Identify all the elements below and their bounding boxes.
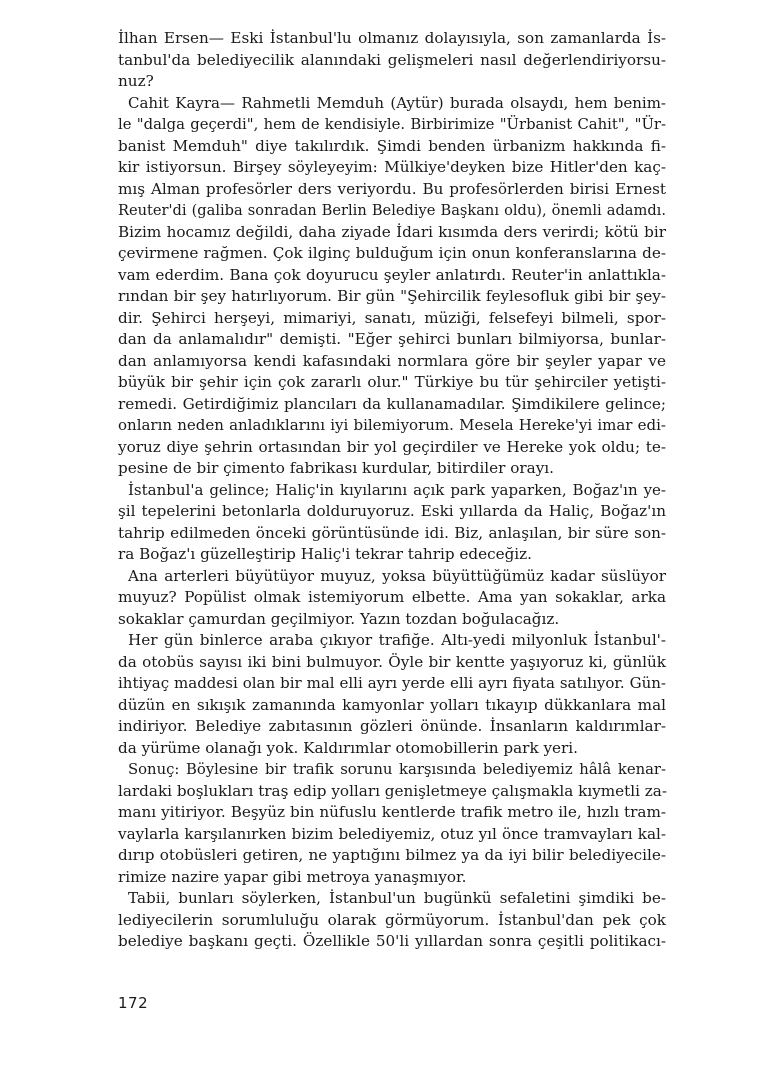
text-line: manı yitiriyor. Beşyüz bin nüfuslu kentlerde trafik metro ile, hızlı tram- <box>118 803 666 821</box>
text-line: onların neden anladıklarını iyi bilemiyorum. Mesela Hereke'yi imar edi- <box>118 416 666 434</box>
text-line: lediyecilerin sorumluluğu olarak görmüyorum. İstanbul'dan pek çok <box>118 910 666 929</box>
text-line: şil tepelerini betonlarla dolduruyoruz. Eski yıllarda da Haliç, Boğaz'ın <box>118 502 666 520</box>
page-number: 172 <box>118 994 149 1012</box>
paragraph <box>118 566 666 631</box>
text-line: rından bir şey hatırlıyorum. Bir gün "Şehircilik feylesofluk gibi bir şey- <box>118 287 666 305</box>
text-line: Sonuç: Böylesine bir trafik sorunu karşısında belediyemiz hâlâ kenar- <box>128 761 666 778</box>
paragraph <box>118 93 666 480</box>
text-line: Ana arterleri büyütüyor muyuz, yoksa büyüttüğümüz kadar süslüyor <box>128 566 666 585</box>
text-line: Her gün binlerce araba çıkıyor trafiğe. Altı-yedi milyonluk İstanbul'- <box>128 631 666 649</box>
text-line: nuz? <box>118 72 154 90</box>
paragraph <box>118 630 666 759</box>
text-line: İlhan Ersen— Eski İstanbul'lu olmanız dolayısıyla, son zamanlarda İs- <box>118 29 666 47</box>
text-line: çevirmene rağmen. Çok ilginç bulduğum için onun konferanslarına de- <box>118 244 666 262</box>
body-text <box>118 28 666 953</box>
text-line: belediye başkanı geçti. Özellikle 50'li yıllardan sonra çeşitli politikacı- <box>118 932 666 950</box>
text-line: dırıp otobüsleri getiren, ne yaptığını bilmez ya da iyi bilir belediyecile- <box>118 846 666 864</box>
text-line: Reuter'di (galiba sonradan Berlin Belediye Başkanı oldu), önemli adamdı. <box>118 202 666 219</box>
text-line: kir istiyorsun. Birşey söyleyeyim: Mülkiye'deyken bize Hitler'den kaç- <box>118 158 666 176</box>
text-line: muyuz? Popülist olmak istemiyorum elbette. Ama yan sokaklar, arka <box>118 588 666 606</box>
text-line: mış Alman profesörler ders veriyordu. Bu profesörlerden birisi Ernest <box>118 179 666 198</box>
text-line: dan da anlamalıdır" demişti. "Eğer şehirci bunları bilmiyorsa, bunlar- <box>118 330 666 348</box>
text-line: remedi. Getirdiğimiz plancıları da kullanamadılar. Şimdikilere gelince; <box>118 394 666 413</box>
text-line: pesine de bir çimento fabrikası kurdular, bitirdiler orayı. <box>118 459 554 477</box>
text-line: tanbul'da belediyecilik alanındaki gelişmeleri nasıl değerlendiriyorsu- <box>118 50 666 69</box>
text-line: da otobüs sayısı iki bini bulmuyor. Öyle bir kentte yaşıyoruz ki, günlük <box>118 652 666 671</box>
text-line: lardaki boşlukları traş edip yolları genişletmeye çalışmakla kıymetli za- <box>118 781 667 800</box>
text-line: ihtiyaç maddesi olan bir mal elli ayrı yerde elli ayrı fiyata satılıyor. Gün- <box>118 674 666 692</box>
text-line: vam ederdim. Bana çok doyurucu şeyler anlatırdı. Reuter'in anlattıkla- <box>118 265 666 284</box>
text-line: dir. Şehirci herşeyi, mimariyi, sanatı, müziği, felsefeyi bilmeli, spor- <box>118 308 666 327</box>
text-line: İstanbul'a gelince; Haliç'in kıyılarını açık park yaparken, Boğaz'ın ye- <box>128 480 666 499</box>
text-line: le "dalga geçerdi", hem de kendisiyle. Birbirimize "Ürbanist Cahit", "Ür- <box>118 116 666 133</box>
text-line: da yürüme olanağı yok. Kaldırımlar otomobillerin park yeri. <box>118 738 578 757</box>
text-line: Tabii, bunları söylerken, İstanbul'un bugünkü sefaletini şimdiki be- <box>128 889 666 907</box>
text-line: tahrip edilmeden önceki görüntüsünde idi. Biz, anlaşılan, bir süre son- <box>118 523 666 542</box>
text-line: yoruz diye şehrin ortasından bir yol geçirdiler ve Hereke yok oldu; te- <box>118 437 666 456</box>
paragraph <box>118 888 666 953</box>
text-line: dan anlamıyorsa kendi kafasındaki normlara göre bir şeyler yapar ve <box>118 351 666 370</box>
text-line: indiriyor. Belediye zabıtasının gözleri önünde. İnsanların kaldırımlar- <box>118 717 666 735</box>
paragraph <box>118 480 666 566</box>
text-line: ra Boğaz'ı güzelleştirip Haliç'i tekrar tahrip edeceğiz. <box>118 545 532 563</box>
paragraph <box>118 28 666 93</box>
text-line: rimize nazire yapar gibi metroya yanaşmıyor. <box>118 867 467 886</box>
paragraph <box>118 759 666 888</box>
text-line: büyük bir şehir için çok zararlı olur." Türkiye bu tür şehirciler yetişti- <box>118 373 666 391</box>
text-line: Bizim hocamız değildi, daha ziyade İdari kısımda ders verirdi; kötü bir <box>118 222 666 241</box>
text-line: sokaklar çamurdan geçilmiyor. Yazın tozdan boğulacağız. <box>118 609 560 628</box>
text-line: düzün en sıkışık zamanında kamyonlar yolları tıkayıp dükkanlara mal <box>118 695 666 714</box>
text-line: Cahit Kayra— Rahmetli Memduh (Aytür) burada olsaydı, hem benim- <box>128 93 666 112</box>
text-line: banist Memduh" diye takılırdık. Şimdi benden ürbanizm hakkında fi- <box>118 136 666 155</box>
text-line: vaylarla karşılanırken bizim belediyemiz, otuz yıl önce tramvayları kal- <box>118 824 666 843</box>
